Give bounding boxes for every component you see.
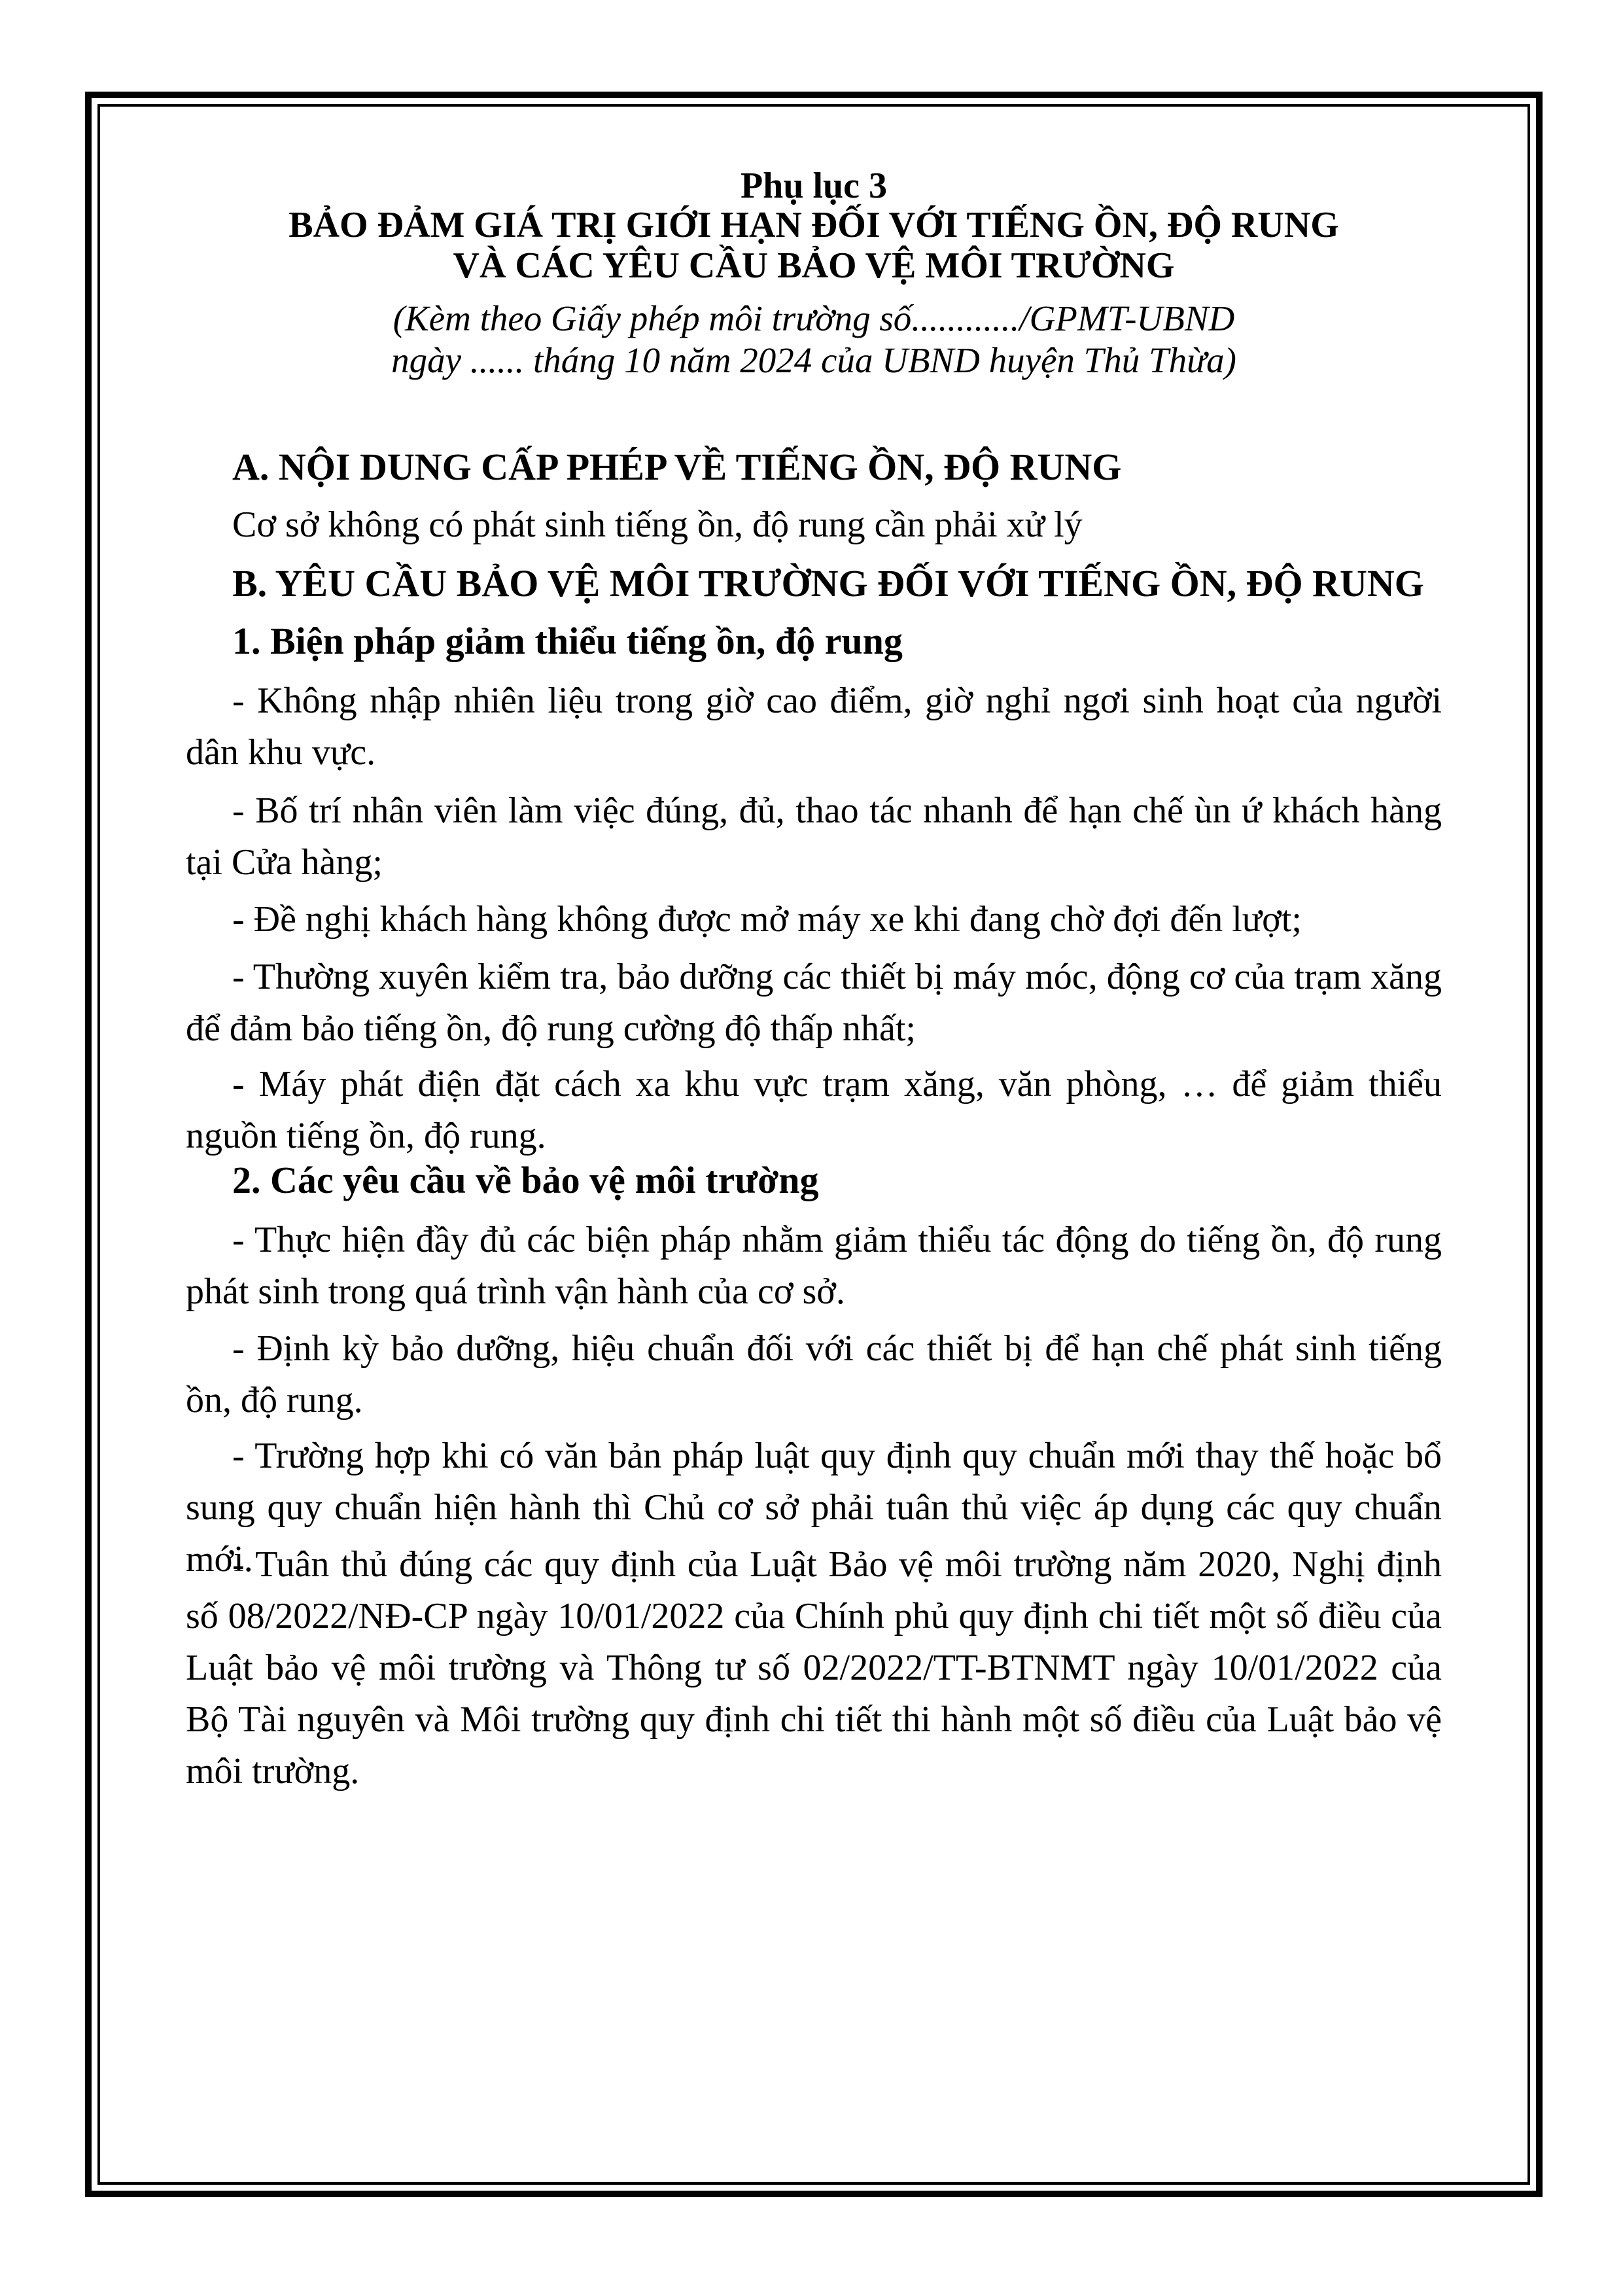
appendix-title: Phụ lục 3 (740, 166, 888, 206)
section-b1-item: - Không nhập nhiên liệu trong giờ cao điểm, giờ nghỉ ngơi sinh hoạt của người dân khu vực. (186, 680, 1442, 773)
document-title-line1: BẢO ĐẢM GIÁ TRỊ GIỚI HẠN ĐỐI VỚI TIẾNG ỒN, ĐỘ RUNG (288, 205, 1339, 245)
section-b2-item: - Định kỳ bảo dưỡng, hiệu chuẩn đối với các thiết bị để hạn chế phát sinh tiếng ồn, độ rung. (186, 1328, 1442, 1421)
section-b1-item: - Máy phát điện đặt cách xa khu vực trạm xăng, văn phòng, … để giảm thiểu nguồn tiếng ồn, độ rung. (186, 1064, 1442, 1156)
section-b1-item: - Thường xuyên kiểm tra, bảo dưỡng các thiết bị máy móc, động cơ của trạm xăng để đảm bảo tiếng ồn, độ rung cường độ thấp nhất; (186, 957, 1442, 1049)
section-a-text: Cơ sở không có phát sinh tiếng ồn, độ rung cần phải xử lý (232, 504, 1083, 545)
section-a-heading: A. NỘI DUNG CẤP PHÉP VỀ TIẾNG ỒN, ĐỘ RUNG (232, 446, 1122, 488)
document-title-line2: VÀ CÁC YÊU CẦU BẢO VỆ MÔI TRƯỜNG (453, 245, 1175, 286)
section-b2-item: - Tuân thủ đúng các quy định của Luật Bảo vệ môi trường năm 2020, Nghị định số 08/2022/NĐ-CP ngày 10/01/2022 của Chính phủ quy định chi tiết một số điều của Luật bảo vệ môi trường và Thông tư số 02/2022/TT-BTNMT ngày 10/01/2022 của Bộ Tài nguyên và Môi trường quy định chi tiết thi hành một số điều của Luật bảo vệ môi trường. (186, 1544, 1442, 1792)
section-b1-heading: 1. Biện pháp giảm thiểu tiếng ồn, độ rung (232, 620, 903, 662)
section-b1-item: - Bố trí nhân viên làm việc đúng, đủ, thao tác nhanh để hạn chế ùn ứ khách hàng tại Cửa hàng; (186, 790, 1442, 883)
section-b2-heading: 2. Các yêu cầu về bảo vệ môi trường (232, 1159, 819, 1201)
section-b-heading: B. YÊU CẦU BẢO VỆ MÔI TRƯỜNG ĐỐI VỚI TIẾNG ỒN, ĐỘ RUNG (232, 562, 1424, 605)
section-b2-item: - Trường hợp khi có văn bản pháp luật quy định quy chuẩn mới thay thế hoặc bổ sung quy chuẩn hiện hành thì Chủ cơ sở phải tuân thủ việc áp dụng các quy chuẩn mới. (186, 1436, 1442, 1580)
document-subtitle-line2: ngày ...... tháng 10 năm 2024 của UBND huyện Thủ Thừa) (391, 340, 1236, 380)
section-b1-item: - Đề nghị khách hàng không được mở máy xe khi đang chờ đợi đến lượt; (232, 899, 1302, 940)
section-b2-item: - Thực hiện đầy đủ các biện pháp nhằm giảm thiểu tác động do tiếng ồn, độ rung phát sinh trong quá trình vận hành của cơ sở. (186, 1220, 1442, 1312)
document-subtitle-line1: (Kèm theo Giấy phép môi trường số............/GPMT-UBND (393, 298, 1235, 338)
